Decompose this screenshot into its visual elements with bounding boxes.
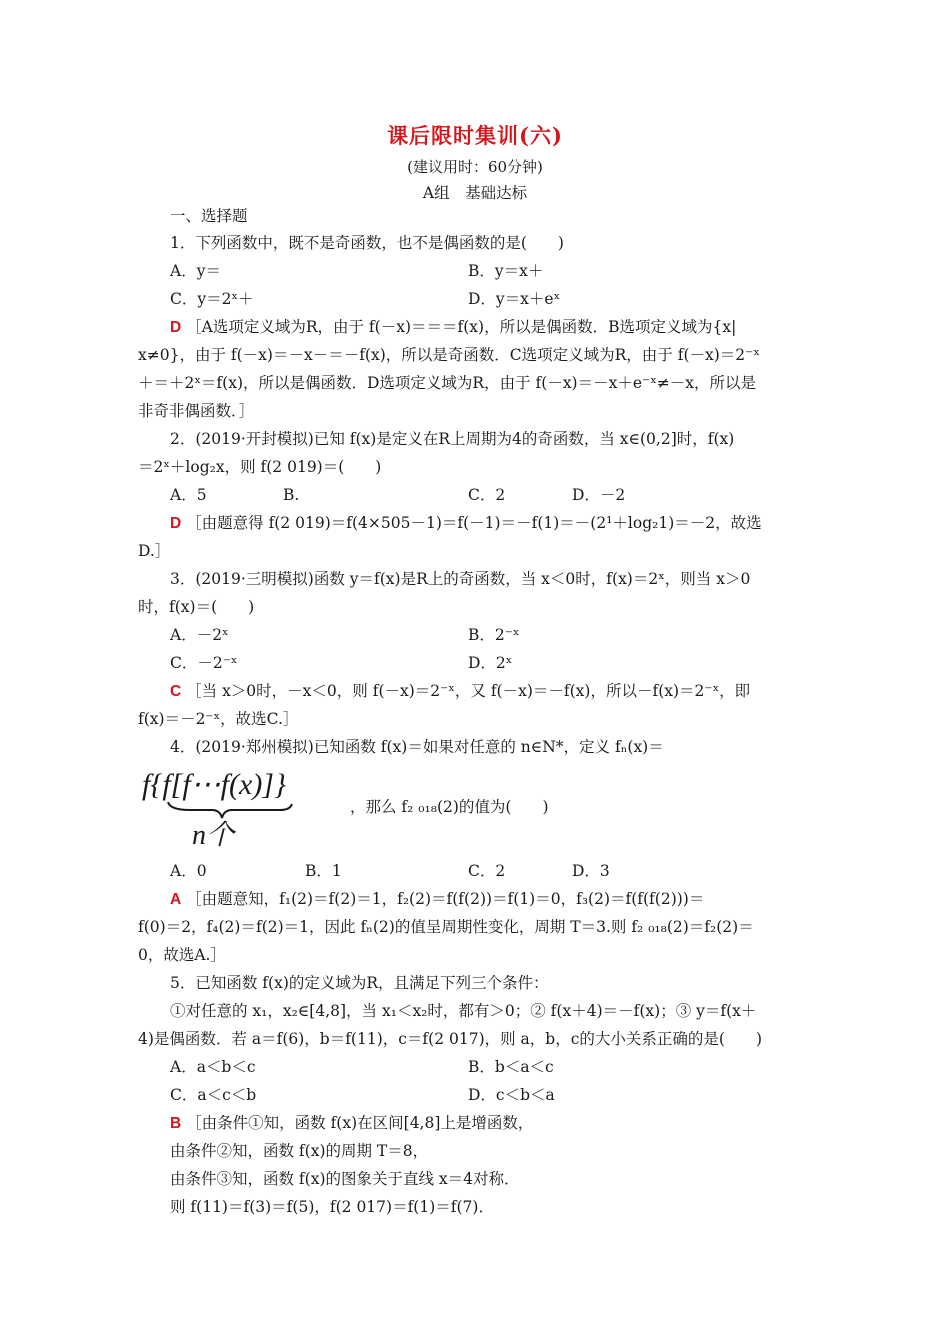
q2-stem-line-2: ＝2ˣ＋log₂x，则 f(2 019)＝( ) — [138, 458, 382, 476]
q4-solution-line-1: A ［由题意知，f₁(2)＝f(2)＝1，f₂(2)＝f(f(2))＝f(1)＝0，f₃(2)＝f(f(f(2)))＝ — [170, 890, 705, 908]
q5-solution-line-1: B ［由条件①知，函数 f(x)在区间[4,8]上是增函数， — [170, 1114, 534, 1132]
q1-stem: 1．下列函数中，既不是奇函数，也不是偶函数的是( ) — [170, 234, 564, 252]
q4-option-c: C．2 — [468, 862, 506, 880]
q2-solution-line-1: D ［由题意得 f(2 019)＝f(4×505－1)＝f(－1)＝－f(1)＝－(2¹＋log₂1)＝－2，故选 — [170, 514, 762, 532]
q5-stem-line-1: 5．已知函数 f(x)的定义域为R，且满足下列三个条件： — [170, 974, 549, 992]
q2-stem-line-1: 2．(2019·开封模拟)已知 f(x)是定义在R上周期为4的奇函数，当 x∈(0,2]时，f(x) — [170, 430, 735, 448]
q1-solution-line-4: 非奇非偶函数．］ — [138, 402, 255, 420]
q2-option-a: A．5 — [170, 486, 207, 504]
q4-stem-line-1: 4．(2019·郑州模拟)已知函数 f(x)＝如果对任意的 n∈N*，定义 fₙ(x)＝ — [170, 738, 664, 756]
underbrace — [168, 802, 292, 818]
q3-stem-line-2: 时，f(x)＝( ) — [138, 598, 255, 616]
page-title: 课后限时集训(六) — [387, 123, 563, 148]
q2-option-d: D．－2 — [572, 486, 626, 504]
q2-answer: D — [170, 515, 182, 532]
q1-option-a: A．y＝ — [170, 262, 221, 280]
q3-solution-line-1: C ［当 x＞0时，－x＜0，则 f(－x)＝2⁻ˣ，又 f(－x)＝－f(x)，所以－f(x)＝2⁻ˣ，即 — [170, 682, 751, 700]
q3-option-b: B．2⁻ˣ — [468, 626, 520, 644]
q5-option-d: D．c＜b＜a — [468, 1086, 555, 1104]
q5-solution-line-3: 由条件③知，函数 f(x)的图象关于直线 x＝4对称． — [170, 1170, 520, 1188]
q1-option-c: C．y＝2ˣ＋ — [170, 290, 254, 308]
q1-option-b: B．y＝x＋ — [468, 262, 544, 280]
q1-solution-line-2: x≠0}，由于 f(－x)＝－x－＝－f(x)，所以是奇函数．C选项定义域为R，由于 f(－x)＝2⁻ˣ — [138, 346, 760, 364]
q3-option-c: C．－2⁻ˣ — [170, 654, 238, 672]
q3-option-a: A．－2ˣ — [170, 626, 229, 644]
q5-option-a: A．a＜b＜c — [170, 1058, 256, 1076]
group-heading: A组 基础达标 — [422, 184, 528, 202]
q5-stem-line-3: 4)是偶函数．若 a＝f(6)，b＝f(11)，c＝f(2 017)，则 a，b，c的大小关系正确的是( ) — [138, 1030, 762, 1048]
section-heading: 一、选择题 — [170, 207, 248, 225]
nested-function-formula — [140, 760, 350, 852]
q4-solution-line-2: f(0)＝2，f₄(2)＝f(2)＝1，因此 fₙ(2)的值呈周期性变化，周期 T＝3.则 f₂ ₀₁₈(2)＝f₂(2)＝ — [138, 918, 754, 936]
q4-option-d: D．3 — [572, 862, 610, 880]
q1-solution-line-3: ＋＝＋2ˣ＝f(x)，所以是偶函数．D选项定义域为R，由于 f(－x)＝－x＋e⁻ˣ≠－x，所以是 — [138, 374, 756, 392]
q5-option-c: C．a＜c＜b — [170, 1086, 257, 1104]
q3-stem-line-1: 3．(2019·三明模拟)函数 y＝f(x)是R上的奇函数，当 x＜0时，f(x)＝2ˣ，则当 x＞0 — [170, 570, 751, 588]
q2-solution-line-2: D.］ — [138, 542, 171, 560]
q3-answer: C — [170, 683, 182, 700]
q5-solution-line-2: 由条件②知，函数 f(x)的周期 T＝8， — [170, 1142, 429, 1160]
q2-option-b: B. — [283, 486, 300, 504]
q3-option-d: D．2ˣ — [468, 654, 513, 672]
q2-option-c: C．2 — [468, 486, 506, 504]
formula-bottom: n个 — [192, 820, 235, 851]
q4-answer: A — [170, 891, 182, 908]
q4-option-b: B．1 — [305, 862, 342, 880]
q1-answer: D — [170, 319, 182, 336]
formula-top: f{f[f⋯f(x)]} — [142, 768, 286, 801]
q4-option-a: A．0 — [170, 862, 207, 880]
q1-solution-line-1: D ［A选项定义域为R，由于 f(－x)＝＝＝f(x)，所以是偶函数．B选项定义域为{x| — [170, 318, 737, 336]
q5-option-b: B．b＜a＜c — [468, 1058, 554, 1076]
q5-answer: B — [170, 1115, 182, 1132]
q3-solution-line-2: f(x)＝－2⁻ˣ，故选C.］ — [138, 710, 299, 728]
q1-option-d: D．y＝x＋eˣ — [468, 290, 561, 308]
q4-solution-line-3: 0，故选A.］ — [138, 946, 226, 964]
q5-solution-line-4: 则 f(11)＝f(3)＝f(5)，f(2 017)＝f(1)＝f(7)． — [170, 1198, 494, 1216]
q5-stem-line-2: ①对任意的 x₁，x₂∈[4,8]，当 x₁＜x₂时，都有＞0；② f(x＋4)＝－f(x)；③ y＝f(x＋ — [170, 1002, 757, 1020]
q4-stem-line-2: ，那么 f₂ ₀₁₈(2)的值为( ) — [350, 798, 549, 816]
time-suggestion: (建议用时：60分钟) — [407, 158, 543, 176]
